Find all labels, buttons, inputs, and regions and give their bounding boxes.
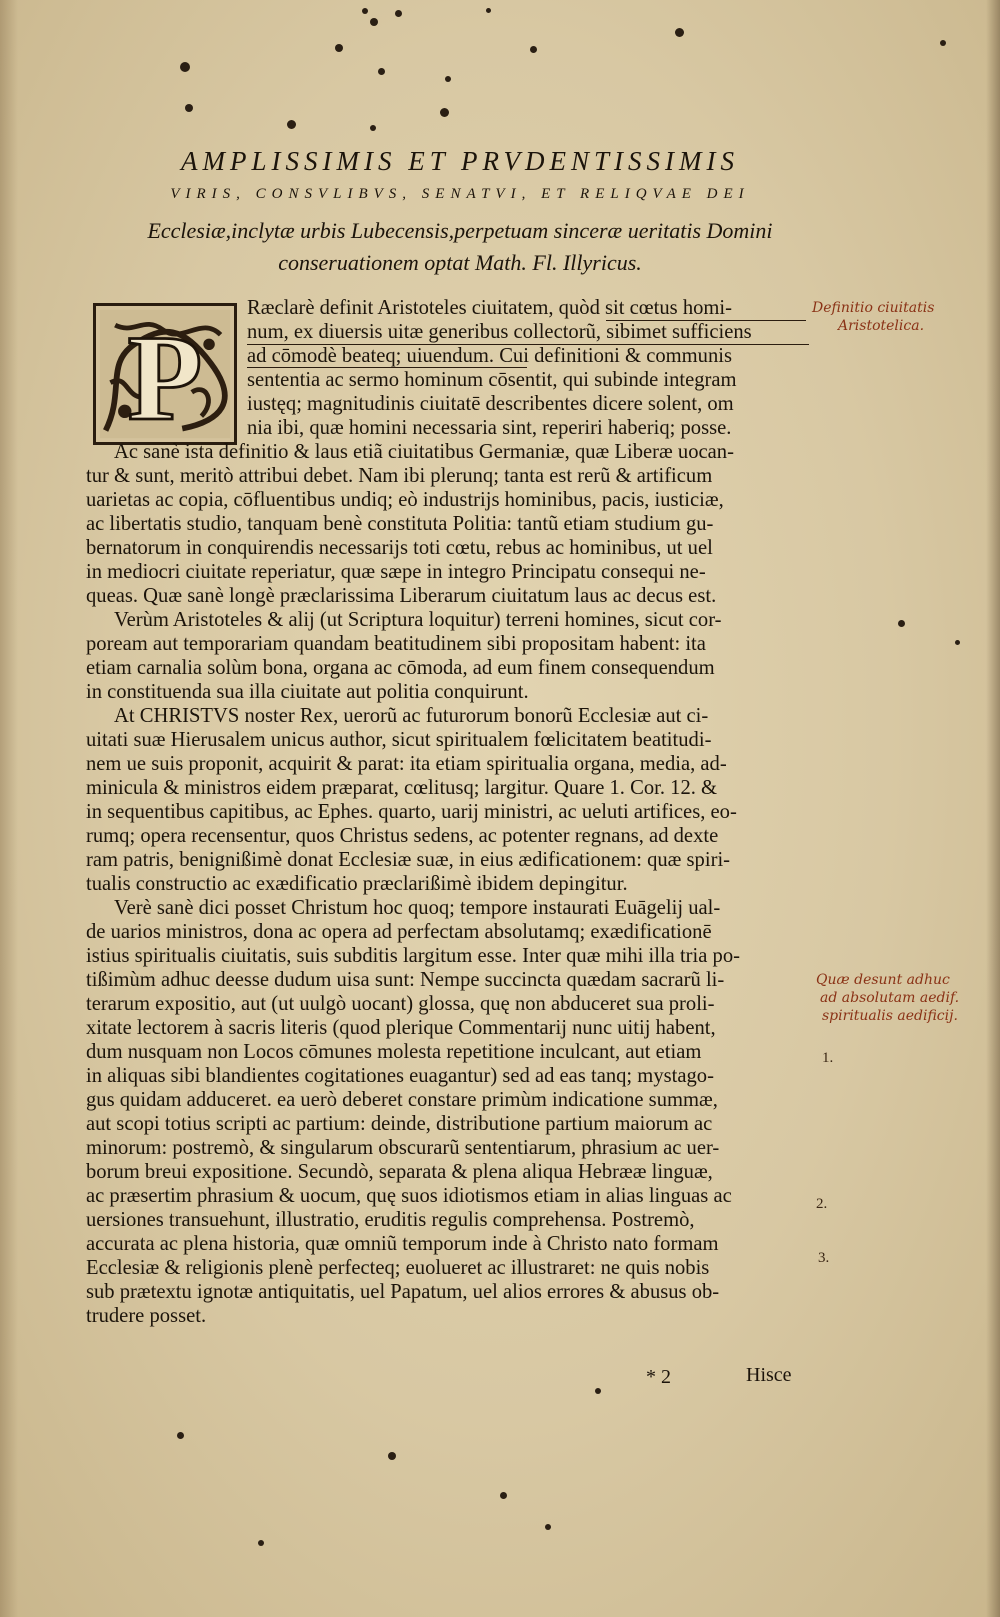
ink-spot — [440, 108, 449, 117]
heading-line-2: VIRIS, CONSVLIBVS, SENATVI, ET RELIQVAE DEI — [170, 186, 750, 202]
floral-ornament-icon — [96, 306, 234, 442]
text-line: etiam carnalia solùm bona, organa ac cōmoda, ad eum finem consequendum — [86, 657, 715, 679]
initial-letter-glyph: P — [127, 310, 203, 442]
ink-spot — [675, 28, 684, 37]
text-line: At CHRISTVS noster Rex, uerorũ ac futurorum bonorũ Ecclesiæ aut ci- — [114, 705, 709, 727]
ink-spot — [898, 620, 905, 627]
text-line: iustęq; magnitudinis ciuitatē describentes dicere solent, om — [247, 393, 734, 415]
margin-note: Definitio ciuitatis — [812, 300, 935, 316]
text-line: tualis constructio ac exædificatio præclarißimè ibidem depingitur. — [86, 873, 628, 895]
text-line: de uarios ministros, dona ac opera ad perfectam absolutamq; exædificationē — [86, 921, 712, 943]
text-line: Ac sanè ista definitio & laus etiã ciuitatibus Germaniæ, quæ Liberæ uocan- — [114, 441, 734, 463]
decorated-initial-letter — [93, 303, 237, 445]
text-line: poream aut temporariam quandam beatitudinem sibi propositam habent: ita — [86, 633, 706, 655]
ink-spot — [370, 18, 378, 26]
ink-spot — [258, 1540, 264, 1546]
text-line: trudere posset. — [86, 1305, 207, 1327]
text-line: minorum: postremò, & singularum obscurarũ sententiarum, phrasium ac uer- — [86, 1137, 720, 1159]
ink-spot — [388, 1452, 396, 1460]
ink-spot — [395, 10, 402, 17]
ink-spot — [335, 44, 343, 52]
ink-underline — [247, 344, 809, 345]
ink-underline — [606, 320, 806, 321]
margin-number: 2. — [816, 1196, 828, 1212]
ink-spot — [287, 120, 296, 129]
ink-spot — [185, 104, 193, 112]
text-line: gus quidam adduceret. ea uerò deberet constare primùm indicatione summæ, — [86, 1089, 718, 1111]
text-line: num, ex diuersis uitæ generibus collectorũ, sibimet sufficiens — [247, 321, 752, 343]
ink-spot — [370, 125, 376, 131]
text-line: ac libertatis studio, tanquam benè constituta Politia: tantũ etiam studium gu- — [86, 513, 714, 535]
text-line: xitate lectorem à sacris literis (quod plerique Commentarij nunc uitij habent, — [86, 1017, 716, 1039]
text-line: Verè sanè dici posset Christum hoc quoq; tempore instaurati Euāgelij ual- — [114, 897, 721, 919]
text-line: accurata ac plena historia, quæ omniũ temporum inde à Christo nato formam — [86, 1233, 719, 1255]
page-gutter-shadow — [0, 0, 18, 1617]
catchword: Hisce — [746, 1364, 792, 1386]
text-line: Ecclesiæ & religionis plenè perfecteq; euolueret ac illustraret: ne quis nobis — [86, 1257, 710, 1279]
text-line: bernatorum in conquirendis necessarijs toti cœtu, rebus ac hominibus, ut uel — [86, 537, 713, 559]
text-line: aut scopi totius scripti ac partium: deinde, distributione partium maiorum ac — [86, 1113, 713, 1135]
text-line: tur & sunt, meritò attribui debet. Nam ibi plerunq; tanta est rerũ & artificum — [86, 465, 713, 487]
ink-spot — [486, 8, 491, 13]
heading-line-1: AMPLISSIMIS ET PRVDENTISSIMIS — [181, 146, 739, 176]
text-line: borum breui expositione. Secundò, separata & plena aliqua Hebrææ linguæ, — [86, 1161, 713, 1183]
text-line: ram patris, benignißimè donat Ecclesiæ suæ, in eius ædificationem: quæ spiri- — [86, 849, 731, 871]
text-line: terarum expositio, aut (ut uulgò uocant) glossa, quę non abduceret sua proli- — [86, 993, 715, 1015]
signature-mark: * 2 — [646, 1366, 671, 1388]
ink-spot — [500, 1492, 507, 1499]
text-line: uitati suæ Hierusalem unicus author, sicut spiritualem fœlicitatem beatitudi- — [86, 729, 712, 751]
text-line: tißimùm adhuc deesse dudum uisa sunt: Nempe succincta quædam sacrarũ li- — [86, 969, 725, 991]
text-line: in constituenda sua illa ciuitate aut politia conquirunt. — [86, 681, 529, 703]
margin-note: Quæ desunt adhuc — [816, 972, 950, 988]
text-line: dum nusquam non Locos cōmunes molesta repetitione inculcant, aut etiam — [86, 1041, 702, 1063]
margin-number: 3. — [818, 1250, 830, 1266]
text-line: uarietas ac copia, cōfluentibus undiq; eò industrijs hominibus, pacis, iusticiæ, — [86, 489, 724, 511]
ink-spot — [545, 1524, 551, 1530]
text-line: minicula & ministros eidem præparat, cœlitusq; largitur. Quare 1. Cor. 12. & — [86, 777, 718, 799]
ink-spot — [955, 640, 960, 645]
ink-spot — [940, 40, 946, 46]
margin-note: spiritualis aedificij. — [822, 1008, 958, 1024]
ink-underline — [247, 367, 527, 368]
text-line: nem ue suis proponit, acquirit & parat: ita etiam spiritualia organa, media, ad- — [86, 753, 727, 775]
heading-line-4: conseruationem optat Math. Fl. Illyricus. — [278, 250, 642, 275]
page-edge-shadow — [986, 0, 1000, 1617]
text-line: queas. Quæ sanè longè præclarissima Liberarum ciuitatum laus ac decus est. — [86, 585, 717, 607]
ink-spot — [445, 76, 451, 82]
text-line: Verùm Aristoteles & alij (ut Scriptura loquitur) terreni homines, sicut cor- — [114, 609, 722, 631]
ink-spot — [595, 1388, 601, 1394]
text-line: in sequentibus capitibus, ac Ephes. quarto, uarij ministri, ac ueluti artifices, eo- — [86, 801, 737, 823]
text-line: ad cōmodè beateq; uiuendum. Cui definitioni & communis — [247, 345, 733, 367]
text-line: Ræclarè definit Aristoteles ciuitatem, quòd sit cœtus homi- — [247, 297, 733, 319]
text-line: sententia ac sermo hominum cōsentit, qui subinde integram — [247, 369, 737, 391]
text-line: in aliquas sibi blandientes cogitationes euagantur) sed ad eas tanq; mystago- — [86, 1065, 714, 1087]
margin-note: ad absolutam aedif. — [820, 990, 960, 1006]
text-line: in mediocri ciuitate reperiatur, quæ sæpe in integro Principatu consequi ne- — [86, 561, 706, 583]
ink-spot — [180, 62, 190, 72]
text-line: istius spiritualis ciuitatis, suis subditis largitum esse. Inter quæ mihi illa tria po- — [86, 945, 741, 967]
ink-spot — [177, 1432, 184, 1439]
text-line: nia ibi, quæ homini necessaria sint, reperiri haberiq; posse. — [247, 417, 732, 439]
heading-line-3: Ecclesiæ,inclytæ urbis Lubecensis,perpetuam sinceræ ueritatis Domini — [147, 218, 773, 243]
margin-note: Aristotelica. — [838, 318, 925, 334]
text-line: rumq; opera recensentur, quos Christus sedens, ac potenter regnans, ad dexte — [86, 825, 719, 847]
text-line: uersiones transuehunt, illustratio, eruditis regulis comprehensa. Postremò, — [86, 1209, 695, 1231]
ink-spot — [378, 68, 385, 75]
text-line: sub prætextu ignotæ antiquitatis, uel Papatum, uel alios errores & abusus ob- — [86, 1281, 720, 1303]
margin-number: 1. — [822, 1050, 834, 1066]
ink-spot — [362, 8, 368, 14]
text-line: ac præsertim phrasium & uocum, quę suos idiotismos etiam in alias linguas ac — [86, 1185, 732, 1207]
ink-spot — [530, 46, 537, 53]
